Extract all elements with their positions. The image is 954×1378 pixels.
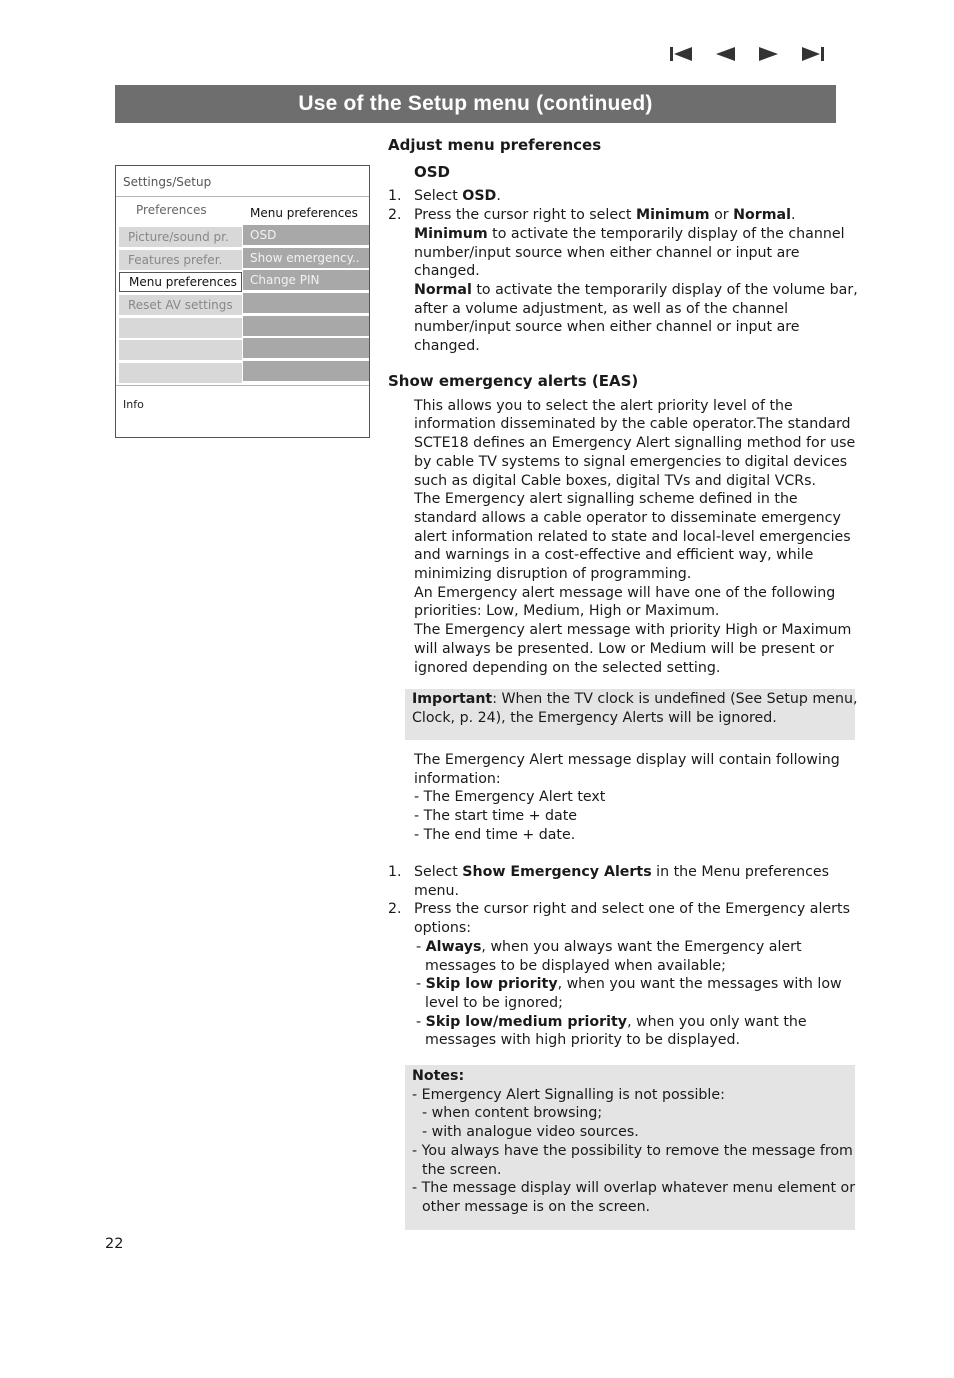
submenu-item-empty [243,338,369,358]
notes-heading: Notes: [412,1068,465,1084]
text: . [790,207,796,224]
text: to activate the temporarily display of the volume bar, after a volume adjustment, as well as of the channel number/input source when either channel or input are changed. [414,281,858,355]
page-number: 22 [105,1236,124,1252]
menu-item-reset-av[interactable]: Reset AV settings [119,295,242,315]
emergency-alerts-section [388,372,858,677]
option-item: - Skip low priority, when you want the messages with low level to be ignored; [416,976,842,1011]
menu-item-features[interactable]: Features prefer. [119,250,242,270]
bold-text: Skip low priority [425,976,558,993]
list-item [388,206,858,356]
paragraph: This allows you to select the alert priority level of the information disseminated by the cable operator.The standard SCTE18 defines an Emergency Alert signalling method for use by cable TV systems to signal emergencies to digital devices such as digital Cable boxes, digital TVs and digital VCRs. [414,397,856,489]
paragraph: The Emergency Alert message display will contain following information: [414,752,840,787]
adjust-menu-section [388,136,858,356]
text: Press the cursor right to select [414,207,636,224]
bold-text: Show Emergency Alerts [462,864,652,880]
menu-item-empty [119,363,242,383]
emergency-steps [388,863,858,1050]
note-line: other message is on the screen. [422,1198,651,1215]
right-column-header: Menu preferences [250,206,358,220]
bold-text: Important [412,691,493,707]
text: , when you want the messages with low level to be ignored; [425,976,842,1011]
text: Select [414,864,463,880]
section-heading: Show emergency alerts (EAS) [388,372,639,390]
text: or [709,207,734,224]
submenu-item-osd[interactable]: OSD [243,225,369,245]
text: : When the TV clock is undefined (See Setup menu, [492,691,858,707]
bold-text: Skip low/medium priority [425,1013,628,1030]
text: , when you always want the Emergency alert messages to be displayed when available; [425,938,802,974]
section-heading: Adjust menu preferences [388,136,602,154]
list-item: - The start time + date [414,808,578,825]
list-item: - The Emergency Alert text [414,789,606,806]
divider [116,385,369,386]
previous-page-icon[interactable] [713,44,739,64]
menu-item-menu-preferences[interactable]: Menu preferences [119,272,242,292]
text: Press the cursor right and select one of the Emergency alerts options: [414,901,850,937]
bold-text: Normal [733,207,791,224]
menu-screen-illustration [115,165,370,438]
note-line: - when content browsing; [422,1105,603,1122]
step-number: 2. [388,207,402,224]
note-line: - with analogue video sources. [422,1124,639,1141]
bold-text: Minimum [635,207,710,224]
left-column-header: Preferences [136,203,207,217]
last-page-icon[interactable] [800,44,826,64]
menu-item-empty [119,340,242,360]
bold-text: Always [425,938,482,955]
notes-box [405,1065,855,1230]
text: . [496,188,501,205]
bold-text: Normal [414,281,472,298]
submenu-item-empty [243,293,369,313]
list-item [388,187,858,206]
submenu-item-show-emergency[interactable]: Show emergency.. [243,248,369,268]
submenu-item-empty [243,316,369,336]
subsection-heading: OSD [414,162,451,181]
paragraph: An Emergency alert message will have one of the following priorities: Low, Medium, High or Maximum. [414,584,836,620]
page-title: Use of the Setup menu (continued) [115,85,836,123]
text: to activate the temporarily display of the channel number/input source when either channel or input are changed. [414,225,845,280]
step-number: 2. [388,901,402,918]
list-item: - The end time + date. [414,826,576,843]
step-number: 1. [388,864,402,880]
menu-path: Settings/Setup [123,175,212,189]
list-item [388,863,858,900]
bold-text: Minimum [414,225,488,242]
page-navigation [668,44,830,64]
divider [116,196,369,197]
info-label: Info [123,398,144,411]
menu-item-picture-sound[interactable]: Picture/sound pr. [119,227,242,247]
text: in the Menu preferences menu. [414,864,830,899]
bold-text: OSD [462,188,497,205]
note-line: - The message display will overlap whatever menu element or [412,1180,856,1197]
option-item: - Always, when you always want the Emergency alert messages to be displayed when available; [416,938,802,974]
text: , when you only want the messages with high priority to be displayed. [425,1013,807,1049]
step-number: 1. [388,188,402,205]
text: Clock, p. 24), the Emergency Alerts will be ignored. [412,709,777,726]
text: Select [414,188,463,205]
menu-item-empty [119,318,242,338]
next-page-icon[interactable] [756,44,782,64]
important-note [405,689,858,740]
paragraph: The Emergency alert message with priority High or Maximum will always be presented. Low or Medium will be present or ignored depending on the selected setting. [414,622,852,676]
list-item [388,900,858,1050]
display-info-section [388,751,858,845]
submenu-item-empty [243,361,369,381]
option-item: - Skip low/medium priority, when you only want the messages with high priority to be displayed. [416,1013,807,1049]
note-line: - Emergency Alert Signalling is not possible: [412,1086,725,1103]
note-line: - You always have the possibility to remove the message from [412,1142,853,1159]
note-line: the screen. [422,1161,502,1178]
submenu-item-change-pin[interactable]: Change PIN [243,270,369,290]
paragraph: The Emergency alert signalling scheme defined in the standard allows a cable operator to disseminate emergency alert information related to state and local-level emergencies and warnings in a cost-effective and efficient way, while minimizing disruption of programming. [414,491,851,583]
first-page-icon[interactable] [668,44,694,64]
